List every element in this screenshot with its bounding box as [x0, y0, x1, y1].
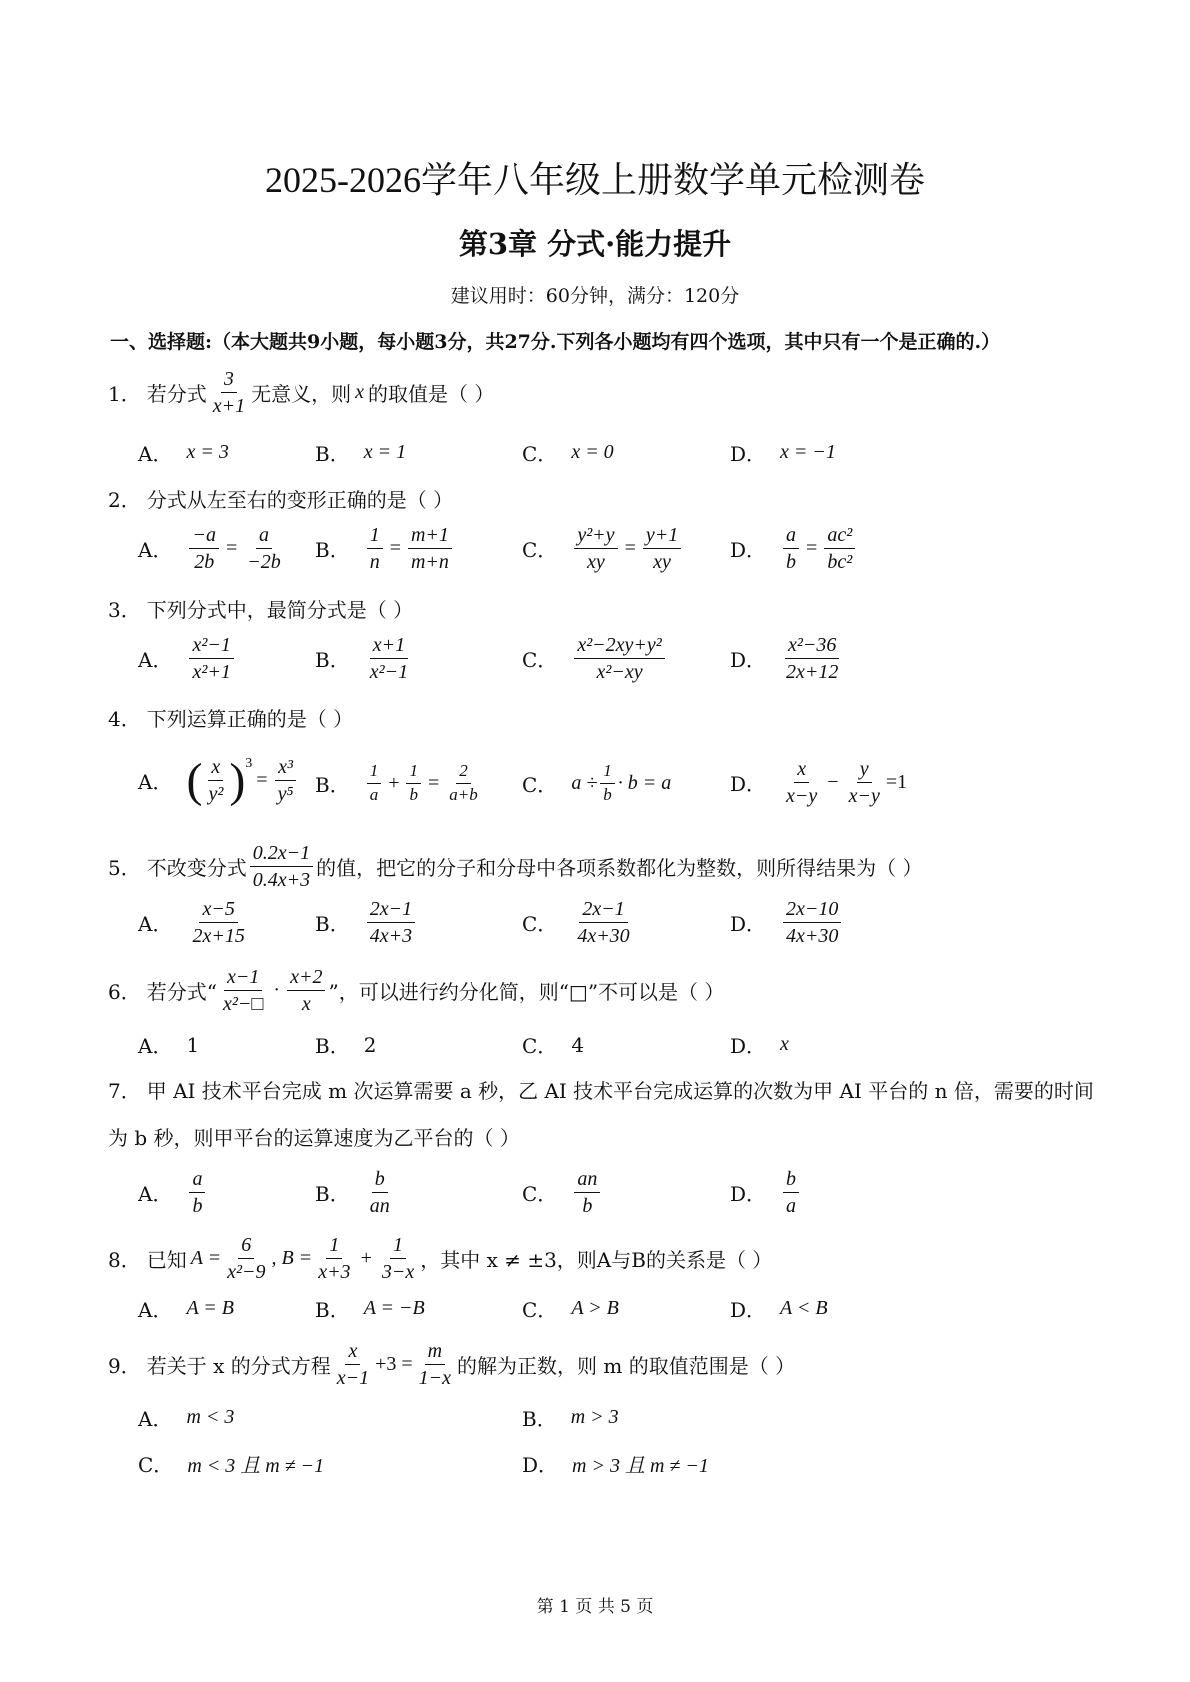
- question-text: ”，可以进行约分化简，则“□”不可以是（ ）: [328, 980, 725, 1004]
- question-text: 下列分式中，最简分式是（ ）: [146, 598, 414, 622]
- option-b[interactable]: B． x = 1: [315, 441, 407, 466]
- question-2: [108, 484, 453, 513]
- option-b[interactable]: B． x+1 x²−1: [315, 634, 409, 683]
- question-text: 下列运算正确的是（ ）: [146, 707, 354, 731]
- option-d[interactable]: D． x x−y − $\frac{y}{x-y}$ =1: [730, 758, 908, 807]
- question-number: 5．: [108, 856, 141, 880]
- option-b[interactable]: B． A = −B: [315, 1297, 425, 1322]
- question-text: 无意义，则: [251, 382, 352, 406]
- option-b[interactable]: B． 1 a + $\frac{1}{b}$ = $\frac{2}{a+b}$: [315, 761, 478, 804]
- option-c[interactable]: C． x²−2xy+y² x²−xy: [522, 634, 668, 683]
- option-c[interactable]: C． an b: [522, 1168, 603, 1217]
- option-a[interactable]: A． ( x y² ) $^3$ = $\frac{\text{x³}}{\text{y⁵}}$: [138, 756, 299, 805]
- question-number: 9．: [108, 1354, 141, 1378]
- question-number: 7．: [108, 1079, 141, 1103]
- option-b[interactable]: B． 2: [315, 1032, 377, 1058]
- option-c[interactable]: C． x = 0: [522, 441, 614, 466]
- option-d[interactable]: D． x: [730, 1033, 789, 1058]
- option-b[interactable]: B． 2x−1 4x+3: [315, 898, 418, 947]
- chapter-subtitle: 第3章 分式·能力提升: [458, 227, 732, 261]
- option-c[interactable]: C． A > B: [522, 1297, 619, 1322]
- question-6: 6． 若分式“ x−1 x²−□ · x+2 x ”，可以进行约分化简，则“□”不可以是（ ）: [108, 966, 725, 1015]
- question-text: 若分式“: [146, 980, 217, 1004]
- fraction: 3 x+1: [212, 368, 246, 417]
- time-score-info: 建议用时：60分钟，满分：120分: [450, 285, 740, 307]
- option-d[interactable]: D． 2x−10 4x+30: [730, 898, 844, 947]
- question-8: 8． 已知 A = $\frac{6}{\text{x²−9}}$ , B = $\frac{1}{x+3}$ + $\frac{1}{3-x}$ ，其中 x ≠ ±3，则A与B的关系是（ ）: [108, 1234, 773, 1283]
- option-d[interactable]: D． b a: [730, 1168, 802, 1217]
- question-7: [108, 1075, 1094, 1104]
- question-number: 6．: [108, 980, 141, 1004]
- option-c[interactable]: C． m < 3 且 m ≠ −1: [138, 1453, 325, 1477]
- question-9: 9． 若关于 x 的分式方程 x x−1 +3 = $\frac{m}{1-x}$ 的解为正数，则 m 的取值范围是（ ）: [108, 1340, 796, 1389]
- question-text-continued: 为 b 秒，则甲平台的运算速度为乙平台的（ ）: [108, 1126, 520, 1150]
- page-footer: 第 1 页 共 5 页: [536, 1597, 654, 1617]
- question-number: 1．: [108, 382, 141, 406]
- option-d[interactable]: D． x = −1: [730, 441, 836, 466]
- question-number: 4．: [108, 707, 141, 731]
- question-text: 不改变分式: [146, 856, 247, 880]
- option-a[interactable]: A． x²−1 x²+1: [138, 634, 237, 683]
- question-number: 2．: [108, 488, 141, 512]
- question-text: 若分式: [146, 382, 207, 406]
- section-heading: 一、选择题:（本大题共9小题，每小题3分，共27分.下列各小题均有四个选项，其中只有一个是正确的.）: [110, 331, 1001, 353]
- option-c[interactable]: C． 2x−1 4x+30: [522, 898, 630, 947]
- option-a[interactable]: A． $\frac{-a}{2b}$ = $\frac{a}{-2b}$: [138, 524, 281, 573]
- option-a[interactable]: A． a b: [138, 1168, 208, 1217]
- fraction: 0.2x−1 0.4x+3: [250, 842, 313, 891]
- question-5: [108, 842, 922, 891]
- question-text: 的解为正数，则 m 的取值范围是（ ）: [457, 1354, 796, 1378]
- option-d[interactable]: D． $\frac{a}{b}$ = $\frac{\text{ac²}}{\text{bc²}}$: [730, 524, 858, 573]
- variable: x: [355, 381, 364, 403]
- option-d[interactable]: D． x²−36 2x+12: [730, 634, 839, 683]
- question-3: [108, 594, 413, 623]
- option-b[interactable]: B． $\frac{1}{n}$ = $\frac{m+1}{m+n}$: [315, 524, 455, 573]
- question-text: 若关于 x 的分式方程: [146, 1354, 331, 1378]
- question-text: 的值，把它的分子和分母中各项系数都化为整数，则所得结果为（ ）: [316, 856, 923, 880]
- option-b[interactable]: B． m > 3: [522, 1406, 619, 1431]
- option-c[interactable]: C． $\frac{\text{y²+y}}{xy}$ = $\frac{y+1}{xy}$: [522, 524, 684, 573]
- question-text: 甲 AI 技术平台完成 m 次运算需要 a 秒，乙 AI 技术平台完成运算的次数为甲 AI 平台的 n 倍，需要的时间: [146, 1079, 1094, 1103]
- question-text: ，其中 x ≠ ±3，则A与B的关系是（ ）: [420, 1248, 773, 1272]
- exam-title: 2025-2026学年八年级上册数学单元检测卷: [265, 160, 925, 200]
- option-d[interactable]: D． A < B: [730, 1297, 828, 1322]
- option-c[interactable]: C． a ÷ $\frac{1}{b}$ · b = a: [522, 761, 672, 804]
- option-d[interactable]: D． m > 3 且 m ≠ −1: [522, 1453, 709, 1477]
- question-text: 的取值是（ ）: [368, 382, 495, 406]
- option-a[interactable]: A． x = 3: [138, 441, 229, 466]
- question-text: 分式从左至右的变形正确的是（ ）: [146, 488, 454, 512]
- question-4: [108, 703, 353, 732]
- option-a[interactable]: A． A = B: [138, 1297, 235, 1322]
- option-a[interactable]: A． m < 3: [138, 1406, 235, 1431]
- question-number: 8．: [108, 1248, 141, 1272]
- option-a[interactable]: A． x−5 2x+15: [138, 898, 245, 947]
- option-c[interactable]: C． 4: [522, 1032, 585, 1058]
- option-b[interactable]: B． b an: [315, 1168, 390, 1217]
- question-number: 3．: [108, 598, 141, 622]
- question-text: 已知: [146, 1248, 187, 1272]
- question-1: [108, 368, 494, 417]
- option-a[interactable]: A． 1: [138, 1032, 200, 1058]
